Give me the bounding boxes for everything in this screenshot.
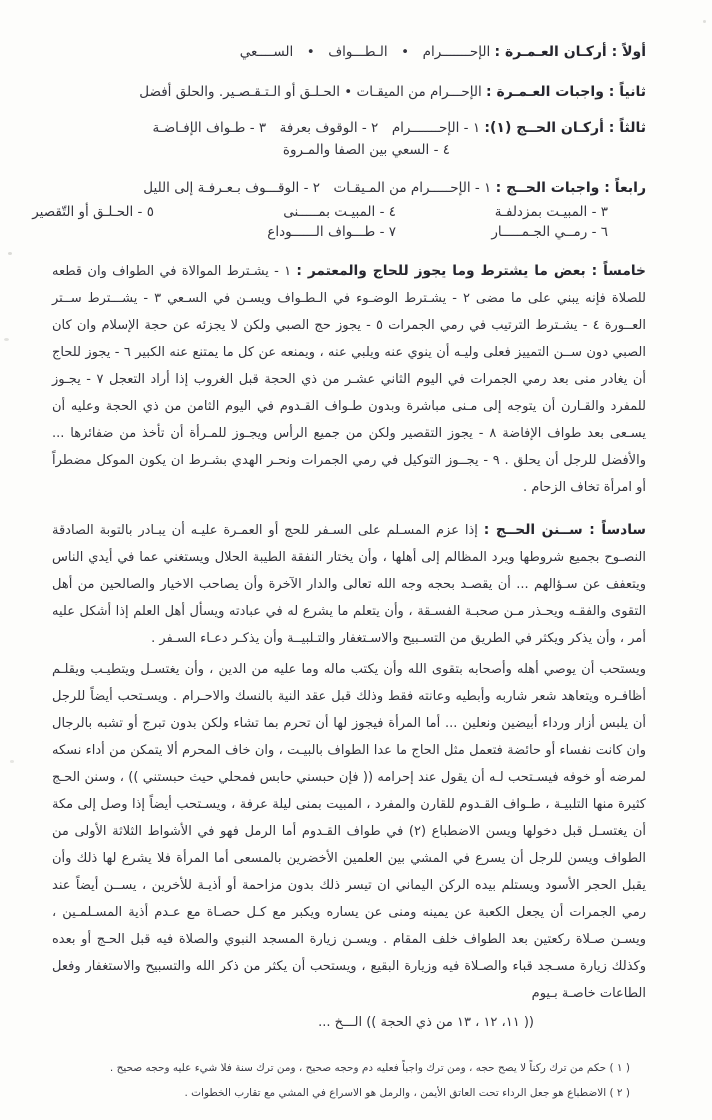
duty-item-3: ٣ - المبيـت بمزدلفـة xyxy=(494,204,608,220)
section-hajj-duties-items: ١ - الإحـــــرام من المـيقـات ٢ - الوقـــوف بـعـرفـة إلى الليل xyxy=(143,180,492,196)
duty-item-4: ٤ - المبيـت بمـــــنى xyxy=(283,204,396,220)
scan-noise-speck xyxy=(10,760,14,763)
section-hajj-duties xyxy=(52,180,646,196)
footnote-1: ( ١ ) حكم من ترك ركناً لا يصح حجه ، ومن ترك واجباً فعليه دم وحجه صحيح ، ومن ترك سنة فلا شيء عليه وحجه صحيح . xyxy=(109,1062,630,1074)
section-umrah-duties xyxy=(52,84,646,100)
scan-noise-speck xyxy=(4,338,9,341)
section-hajj-pillars-item-4: ٤ - السعي بين الصفا والمـروة xyxy=(282,142,450,158)
duty-item-5: ٥ - الحـلـق أو التّقصير xyxy=(32,204,154,220)
section-sunan-paragraph-1 xyxy=(52,517,646,652)
section-sunan-heading: سادساً : ســنن الحــج : xyxy=(483,522,646,538)
scan-noise-speck xyxy=(703,20,706,23)
footnotes-block xyxy=(60,1056,630,1106)
section-umrah-pillars-items: الإحـــــــرام • الـطـــواف • الســــعي xyxy=(239,44,491,60)
section-sunan-paragraph-2: ويستحب أن يوصي أهله وأصحابه بتقوى الله وأن يكتب ماله وما عليه من الدين ، وأن يغتسـل ويتطيـب ويقلـم أظافـره ويتعاهد شعر شاربه وأبطيه وعانته فقط وذلك قبل عقد النية بالنسك والاحـرام . ويسـتحب أيضاً للرجل أن يلبس أزار ورداء أبيضين ونعلين ... أما المرأة فيجوز لها أن تحرم بما تشاء ولكن بدون تبرج أو تشبه بالرجال وان كانت نفساء أو حائضة فتعمل مثل الحاج ما عدا الطواف بالبيـت ، وان خاف المحرم ألا يتمكن من أداء نسكه لمرضه أو خوفه فيسـتحب لـه أن يقول عند إحرامه (( فإن حبسني حابس فمحلي حيث حبستني )) ، وسنن الحـج كثيرة منها التلبيـة ، طـواف القـدوم للقارن والمفرد ، المبيت بمنى ليلة عرفة ، ويسـتحب أيضاً إذا وصل إلى مكة أن يغتسـل قبل دخولها ويسن الاضطباع (٢) في طواف القـدوم أما الرمل فهو في الأشواط الثلاثة الأولى من الطواف ويسن للرجل أن يسرع في المشي بين العلمين الأخضرين بالمسعى أما المرأة فلا يشرع لها ذلك وأن يقبل الحجر الأسود ويستلم بيده الركن اليماني ان تيسر ذلك بدون مزاحمة أو أذيـة للأخرين ، يســن أيضاً عند رمي الجمرات أن يجعل الكعبة عن يمينه ومنى عن يساره ويكبر مع كـل حصـاة مع عـدم أذية المسـلمـين ، ويسـن صـلاة ركعتين بعد الطواف خلف المقام . ويسـن زيارة المسجد النبوي والصلاة فيه قبل الحـج أو بعده وكذلك زيارة مسـجد قباء والصـلاة فيه وزيارة البقيع ، ويستحب أن يكثر من ذكر الله والتسبيح والاستغفار وفعل الطاعات خاصـة بـيوم xyxy=(52,662,646,1001)
section-hajj-duties-heading: رابعاً : واجبات الحــج : xyxy=(495,180,646,196)
section-umrah-pillars-heading: أولاً : أركـان العـمـرة : xyxy=(494,44,646,60)
section-sunan-body-1: إذا عزم المسـلم على السـفر للحج أو العمـرة عليـه أن يبـادر بالتوبة الصادقة النصـوح بجميع شروطها ويرد المظالم إلى أهلها ، وأن يختار النفقة الطيبة الحلال ويستغني عما في أيدي الناس ويتعفف عن سـؤالهم ... أن يقصـد بحجه وجه الله تعالى والدار الآخرة وأن يصاحب الاخيار والصالحين من أهل التقوى والفقـه ويحـذر مـن صحبـة الفسـقة ، وأن يتعلم ما يشرع له في عبادته ويسأل أهل العلم إذا أشكل عليه أمر ، وأن يذكر ويكثر في الطريق من التسـبيح والاسـتغفار والتـلبيــة وأن يذكـر دعـاء السـفر . xyxy=(52,523,646,646)
section-umrah-pillars xyxy=(52,44,646,60)
section-conditions-heading: خامساً : بعض ما يشترط وما يجوز للحاج والمعتمر : xyxy=(296,263,647,279)
footnote-2: ( ٢ ) الاضطباع هو جعل الرداء تحت العاتق الأيمن ، والرمل هو الاسراع في المشي مع تقارب الخطوات . xyxy=(184,1087,630,1099)
duty-item-empty xyxy=(32,224,154,240)
duty-item-7: ٧ - طـــواف الــــــوداع xyxy=(267,224,396,240)
section-hajj-pillars-items: ١ - الإحـــــــرام ٢ - الوقوف بعرفة ٣ - طـواف الإفـاضـة xyxy=(152,120,481,136)
duty-item-6: ٦ - رمــي الجـمـــــار xyxy=(491,224,608,240)
section-conditions-paragraph xyxy=(52,258,646,501)
section-hajj-pillars-heading: ثالثاً : أركـان الحــج (١): xyxy=(484,120,646,136)
hajj-duties-grid xyxy=(32,204,646,240)
section-conditions-body: ١ - يشـترط الموالاة في الطواف وان قطعه للصلاة فإنه يبني على ما مضى ٢ - يشـترط الوضـوء في الـطـواف ويسـن في السـعي ٣ - يشـــترط ســتر العــورة ٤ - يشـترط الترتيب في رمي الجمرات ٥ - يجوز حج الصبي ولكن لا يجزئه عن حجة الإسلام وان كان الصبي دون ســن التمييز فعلى وليـه أن ينوي عنه ويلبي عنه ، ويمنعه عن كل ما يمتنع عنه الكبير ٦ - يجوز للحاج أن يغادر منى بعد رمي الجمرات في اليوم الثاني عشـر من ذي الحجة قبل الغروب إذا أراد التعجل ٧ - يجـوز للمفرد والقـارن أن يتوجه إلى مـنى مباشرة وبدون طـواف القـدوم في اليوم الثامن من ذي الحجة وعليه أن يسـعى بعد طواف الإفاضة ٨ - يجوز التقصير ولكن من جميع الرأس ويجـوز للمـرأة أن تأخذ من ضفائرها ... والأفضل للرجل أن يحلق . ٩ - يجــوز التوكيل في رمي الجمرات ونحـر الهدي بشـرط ان يكون الموكل مضطراً أو امرأة تخاف الزحام . xyxy=(52,264,647,495)
section-hajj-pillars xyxy=(52,120,646,136)
section-sunan-closing-line: (( ١١، ١٢ ، ١٣ من ذي الحجة )) الـــخ ... xyxy=(318,1015,534,1030)
section-umrah-duties-items: الإحـــرام من الميقـات • الحـلـق أو الـتـقـصـير. والحلق أفضل xyxy=(139,84,482,100)
scan-noise-speck xyxy=(8,252,12,255)
section-umrah-duties-heading: ثانياً : واجبات العـمـرة : xyxy=(486,84,646,100)
